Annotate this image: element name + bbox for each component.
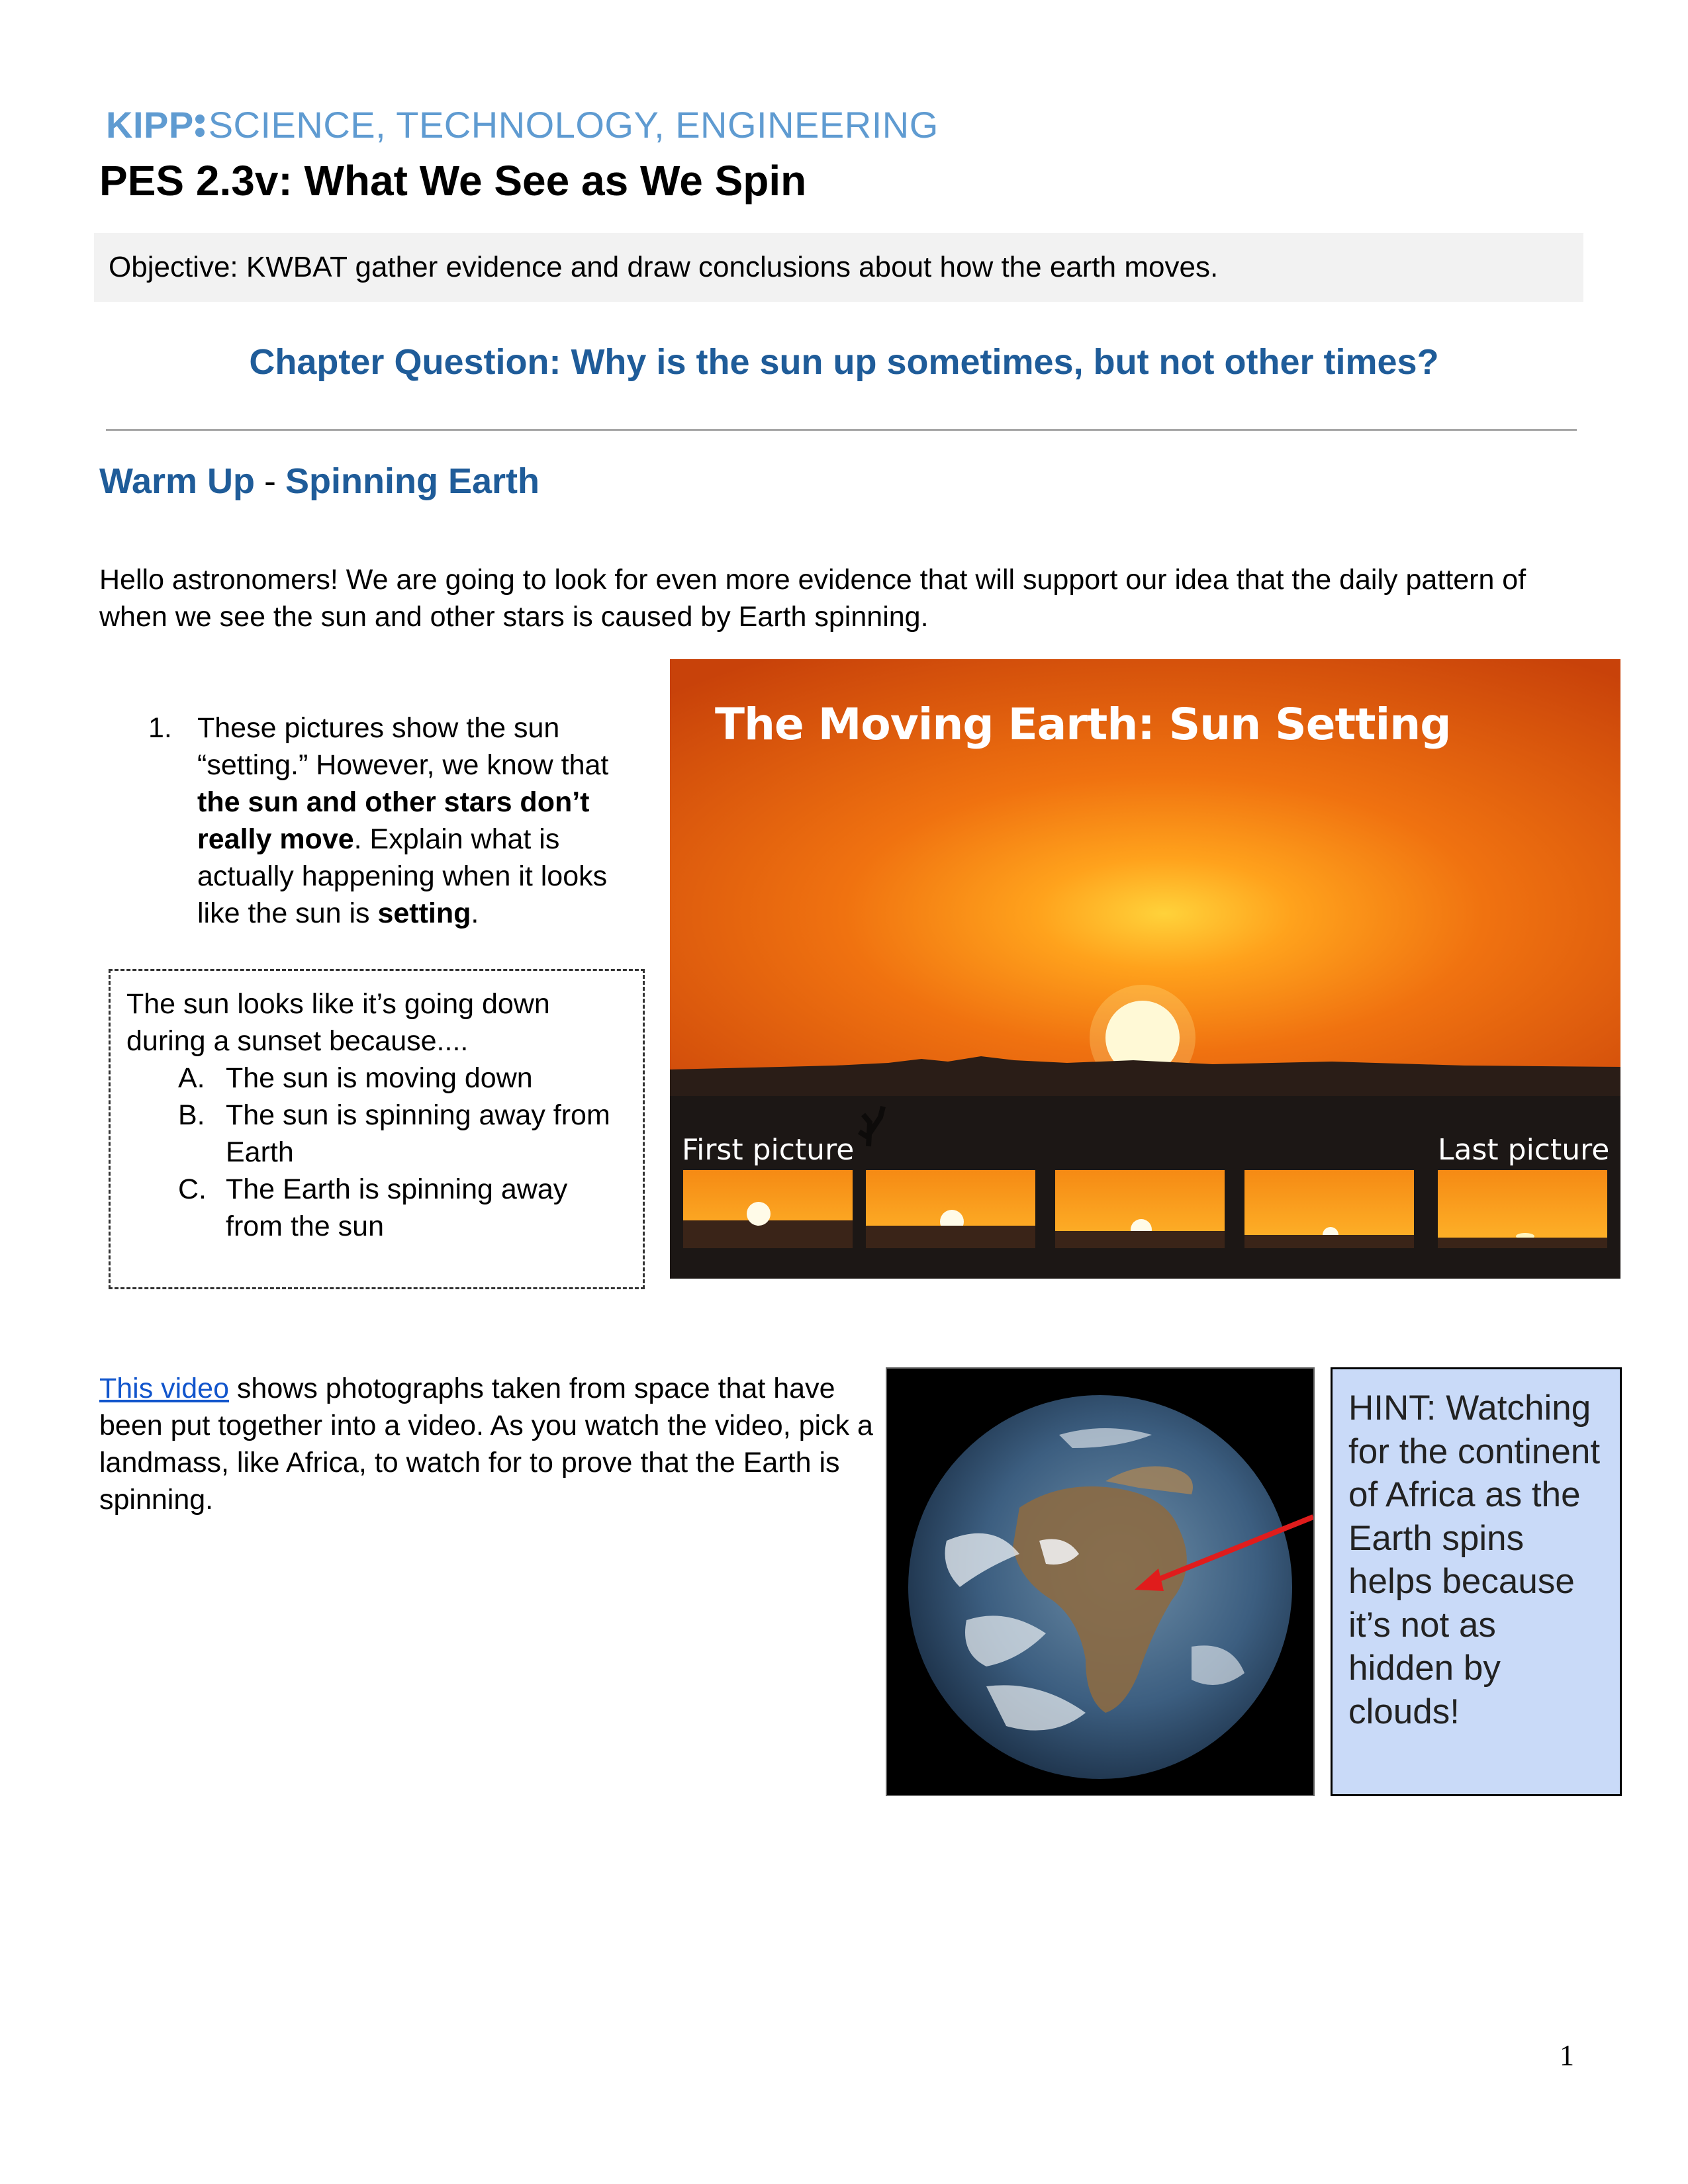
brand-kipp: KIPP: [106, 104, 194, 146]
video-link[interactable]: This video: [99, 1373, 229, 1404]
brand-logo: [106, 103, 939, 146]
earth-illustration: [887, 1369, 1313, 1795]
answer-option-a[interactable]: [126, 1060, 627, 1097]
horizontal-divider: [106, 429, 1577, 431]
answer-prompt: The sun looks like it’s going down during a sunset because....: [126, 988, 550, 1057]
warmup-topic: Spinning Earth: [285, 461, 539, 501]
answer-options: [126, 1060, 627, 1245]
earth-image: [886, 1367, 1315, 1796]
question-text-part: .: [471, 897, 479, 929]
sunset-image: [670, 659, 1620, 1279]
chapter-question: Chapter Question: Why is the sun up sometimes, but not other times?: [249, 342, 1439, 382]
brand-department: SCIENCE, TECHNOLOGY, ENGINEERING: [208, 104, 939, 146]
hint-box: HINT: Watching for the continent of Africa as the Earth spins helps because it’s not as hidden by clouds!: [1331, 1367, 1622, 1796]
option-text: The sun is moving down: [226, 1062, 533, 1094]
page-title: PES 2.3v: What We See as We Spin: [99, 157, 807, 205]
warmup-heading: [99, 461, 539, 502]
option-text: The sun is spinning away from Earth: [226, 1099, 610, 1168]
answer-choices-box[interactable]: [109, 969, 645, 1289]
question-text-part: . Explain what is actually happening when it looks like the sun is: [197, 823, 608, 929]
option-letter: B.: [178, 1099, 205, 1131]
option-letter: A.: [178, 1062, 205, 1094]
question-text: [197, 709, 645, 932]
question-1: [148, 709, 645, 932]
page-number: 1: [1560, 2039, 1574, 2071]
video-paragraph: [99, 1370, 874, 1518]
question-emphasis: the sun and other stars don’t really move: [197, 786, 590, 855]
last-picture-caption: Last picture: [1438, 1133, 1610, 1167]
warmup-separator: -: [264, 461, 276, 501]
question-text-part: These pictures show the sun “setting.” However, we know that: [197, 712, 609, 781]
warmup-label: Warm Up: [99, 461, 256, 501]
question-emphasis: setting: [377, 897, 471, 929]
option-letter: C.: [178, 1173, 207, 1205]
option-text: The Earth is spinning away from the sun: [226, 1173, 568, 1242]
question-number: 1.: [148, 712, 172, 744]
answer-option-c[interactable]: [126, 1171, 627, 1245]
video-description: shows photographs taken from space that have been put together into a video. As you watch the video, pick a landmass, like Africa, to watch for to prove that the Earth is spinning.: [99, 1373, 873, 1516]
first-picture-caption: First picture: [682, 1133, 855, 1167]
intro-paragraph: Hello astronomers! We are going to look for even more evidence that will support our idea that the daily pattern of when we see the sun and other stars is caused by Earth spinning.: [99, 564, 1526, 633]
sunset-illustration: [670, 659, 1620, 1279]
answer-option-b[interactable]: [126, 1097, 627, 1171]
brand-colon-mark: [195, 111, 205, 140]
sunset-image-title: The Moving Earth: Sun Setting: [715, 699, 1451, 750]
objective-banner: Objective: KWBAT gather evidence and draw conclusions about how the earth moves.: [94, 233, 1583, 302]
